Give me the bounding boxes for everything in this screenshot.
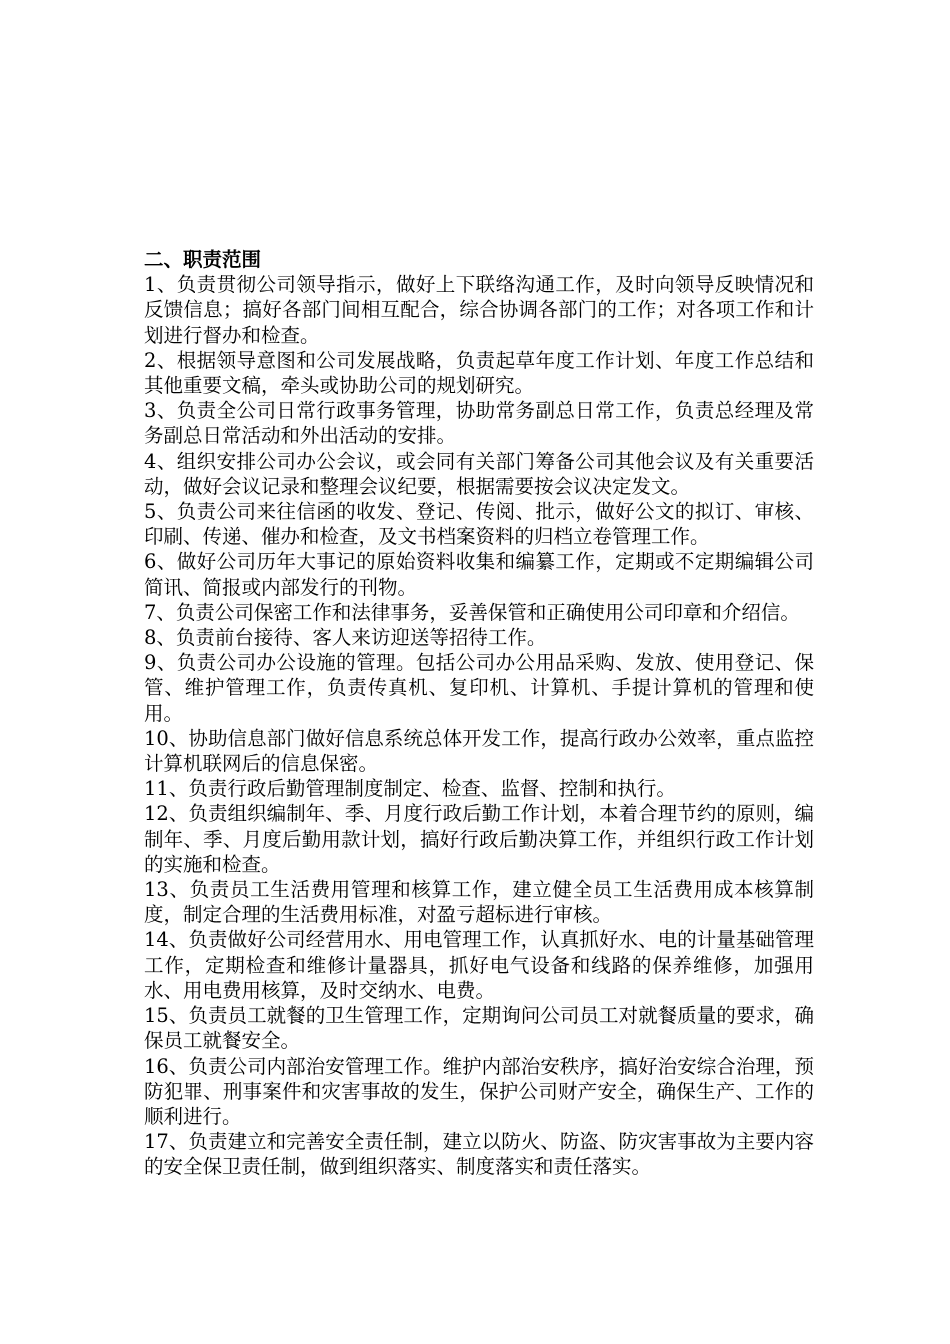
duty-item-15: 15、负责员工就餐的卫生管理工作，定期询问公司员工对就餐质量的要求，确保员工就餐安全。 — [144, 1004, 814, 1053]
duty-item-2: 2、根据领导意图和公司发展战略，负责起草年度工作计划、年度工作总结和其他重要文稿，牵头或协助公司的规划研究。 — [144, 348, 814, 398]
duty-item-6: 6、做好公司历年大事记的原始资料收集和编纂工作，定期或不定期编辑公司简讯、简报或内部发行的刊物。 — [144, 550, 814, 599]
section-heading: 二、职责范围 — [144, 248, 262, 271]
duty-item-3: 3、负责全公司日常行政事务管理，协助常务副总日常工作，负责总经理及常务副总日常活动和外出活动的安排。 — [144, 399, 814, 448]
duty-item-11: 11、负责行政后勤管理制度制定、检查、监督、控制和执行。 — [144, 777, 676, 801]
duty-item-1: 1、负责贯彻公司领导指示，做好上下联络沟通工作，及时向领导反映情况和反馈信息；搞好各部门间相互配合，综合协调各部门的工作；对各项工作和计划进行督办和检查。 — [144, 273, 814, 347]
duty-item-13: 13、负责员工生活费用管理和核算工作，建立健全员工生活费用成本核算制度，制定合理的生活费用标准，对盈亏超标进行审核。 — [144, 878, 814, 927]
duty-item-9: 9、负责公司办公设施的管理。包括公司办公用品采购、发放、使用登记、保管、维护管理工作，负责传真机、复印机、计算机、手提计算机的管理和使用。 — [144, 651, 814, 725]
duty-item-14: 14、负责做好公司经营用水、用电管理工作，认真抓好水、电的计量基础管理工作，定期检查和维修计量器具，抓好电气设备和线路的保养维修，加强用水、用电费用核算，及时交纳水、电费。 — [144, 928, 814, 1002]
document-body — [144, 247, 814, 1180]
duty-item-7: 7、负责公司保密工作和法律事务，妥善保管和正确使用公司印章和介绍信。 — [144, 600, 800, 624]
duty-item-10: 10、协助信息部门做好信息系统总体开发工作，提高行政办公效率，重点监控计算机联网后的信息保密。 — [144, 726, 814, 776]
duty-item-17: 17、负责建立和完善安全责任制，建立以防火、防盗、防灾害事故为主要内容的安全保卫责任制，做到组织落实、制度落实和责任落实。 — [144, 1130, 814, 1179]
duty-item-16: 16、负责公司内部治安管理工作。维护内部治安秩序，搞好治安综合治理，预防犯罪、刑事案件和灾害事故的发生，保护公司财产安全，确保生产、工作的顺利进行。 — [144, 1054, 814, 1128]
duty-item-5: 5、负责公司来往信函的收发、登记、传阅、批示，做好公文的拟订、审核、印刷、传递、催办和检查，及文书档案资料的归档立卷管理工作。 — [144, 500, 814, 549]
duty-item-12: 12、负责组织编制年、季、月度行政后勤工作计划，本着合理节约的原则，编制年、季、月度后勤用款计划，搞好行政后勤决算工作，并组织行政工作计划的实施和检查。 — [144, 802, 814, 876]
duty-item-4: 4、组织安排公司办公会议，或会同有关部门筹备公司其他会议及有关重要活动，做好会议记录和整理会议纪要，根据需要按会议决定发文。 — [144, 449, 814, 498]
duty-item-8: 8、负责前台接待、客人来访迎送等招待工作。 — [144, 626, 547, 650]
